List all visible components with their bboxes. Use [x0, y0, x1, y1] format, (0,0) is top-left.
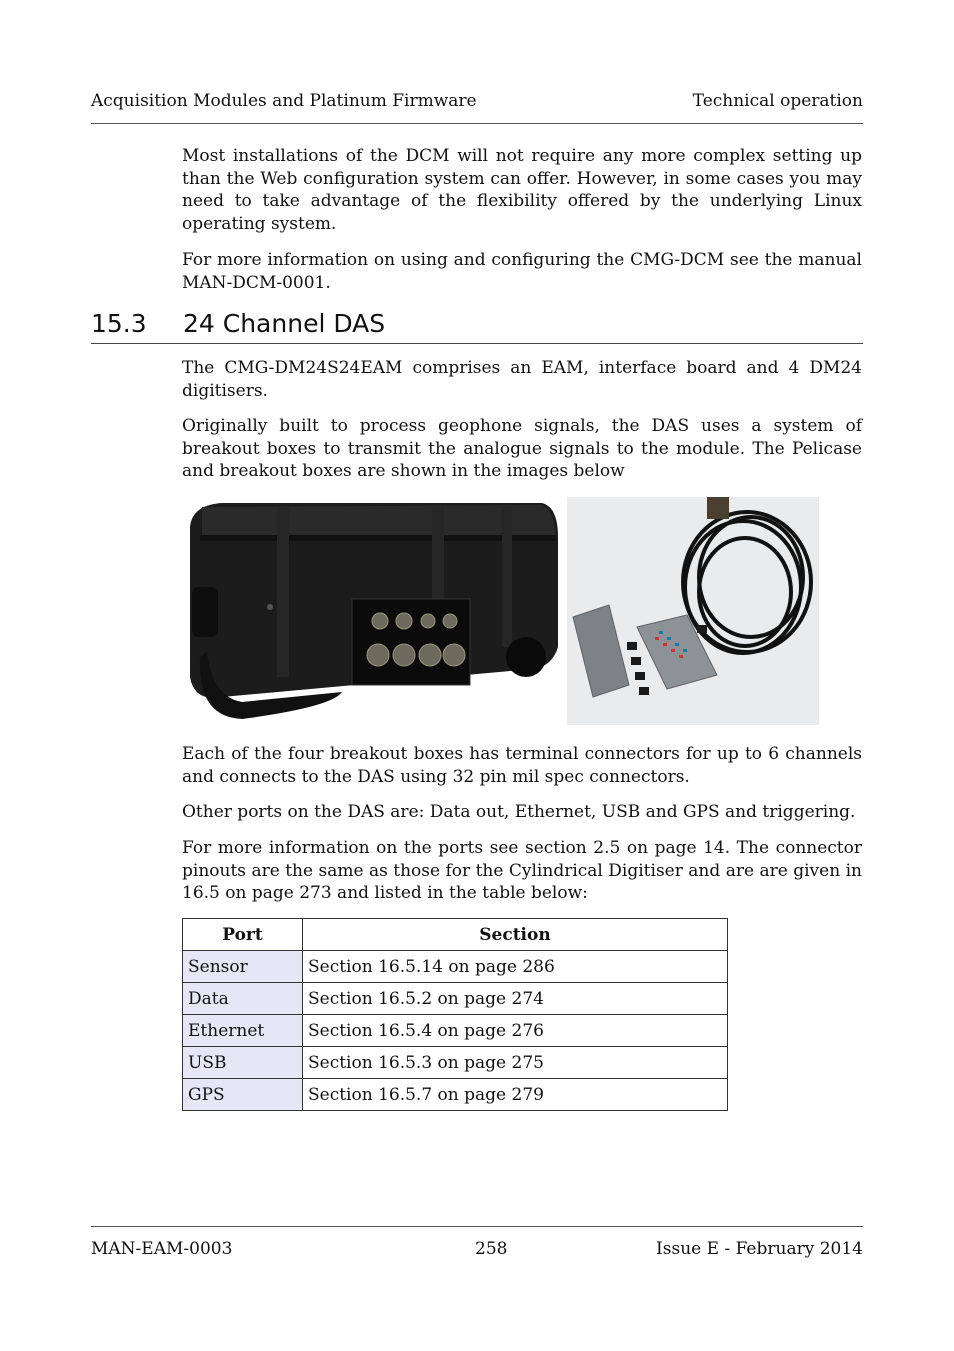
table-row	[183, 951, 728, 983]
section-number: 15.3	[91, 309, 147, 338]
paragraph-dcm-manual: For more information on using and configuring the CMG-DCM see the manual MAN-DCM-0001.	[182, 250, 862, 293]
section-heading	[91, 307, 863, 344]
section-cell: Section 16.5.2 on page 274	[303, 983, 728, 1015]
port-cell: Ethernet	[183, 1015, 303, 1047]
header-chapter-title: Technical operation	[692, 91, 863, 111]
paragraph-breakout-boxes: Originally built to process geophone signals, the DAS uses a system of breakout boxes to transmit the analogue signals to the module. The Pelicase and breakout boxes are shown in the images below	[182, 416, 862, 482]
section-cell: Section 16.5.14 on page 286	[303, 951, 728, 983]
column-header-section: Section	[303, 919, 728, 951]
table-row	[183, 1079, 728, 1111]
section-title: 24 Channel DAS	[183, 309, 386, 338]
port-cell: Data	[183, 983, 303, 1015]
paragraph-dcm-setup: Most installations of the DCM will not require any more complex setting up than the Web configuration system can offer. However, in some cases you may need to take advantage of the flexibility offered by the underlying Linux operating system.	[182, 146, 862, 234]
port-cell: Sensor	[183, 951, 303, 983]
page-footer	[91, 1226, 863, 1261]
column-header-port: Port	[183, 919, 303, 951]
ports-table	[182, 918, 728, 1111]
header-document-title: Acquisition Modules and Platinum Firmware	[91, 91, 477, 111]
pelicase-photo	[182, 497, 560, 724]
table-header-row	[183, 919, 728, 951]
paragraph-port-references: For more information on the ports see section 2.5 on page 14. The connector pinouts are the same as those for the Cylindrical Digitiser and are are given in 16.5 on page 273 and listed in the table below:	[182, 838, 862, 904]
breakout-box-photo	[567, 497, 819, 725]
section-cell: Section 16.5.3 on page 275	[303, 1047, 728, 1079]
paragraph-das-components: The CMG-DM24S24EAM comprises an EAM, interface board and 4 DM24 digitisers.	[182, 358, 862, 401]
port-cell: GPS	[183, 1079, 303, 1111]
footer-page-number: 258	[475, 1239, 508, 1259]
table-row	[183, 1015, 728, 1047]
paragraph-breakout-connectors: Each of the four breakout boxes has terminal connectors for up to 6 channels and connects to the DAS using 32 pin mil spec connectors.	[182, 744, 862, 787]
table-row	[183, 983, 728, 1015]
footer-document-id: MAN-EAM-0003	[91, 1239, 233, 1259]
table-row	[183, 1047, 728, 1079]
paragraph-other-ports: Other ports on the DAS are: Data out, Ethernet, USB and GPS and triggering.	[182, 802, 856, 822]
section-cell: Section 16.5.4 on page 276	[303, 1015, 728, 1047]
footer-issue-date: Issue E - February 2014	[656, 1239, 863, 1259]
page-header	[91, 89, 863, 124]
port-cell: USB	[183, 1047, 303, 1079]
section-cell: Section 16.5.7 on page 279	[303, 1079, 728, 1111]
